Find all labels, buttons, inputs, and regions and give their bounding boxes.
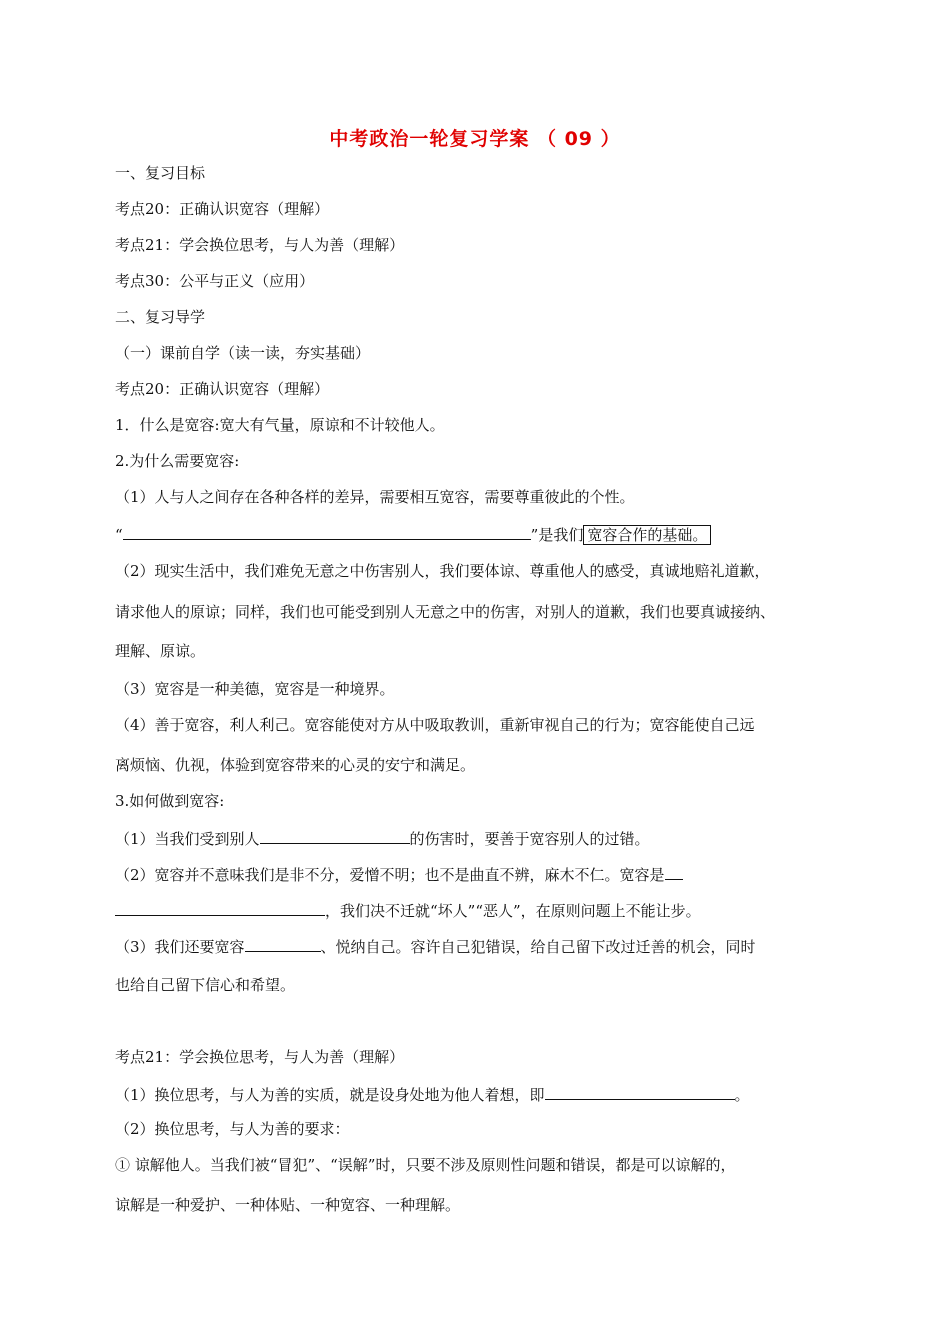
- text-segment: （2）宽容并不意味我们是非不分，爱憎不明；也不是曲直不辨，麻木不仁。宽容是: [115, 866, 665, 884]
- fill-blank[interactable]: [545, 1083, 735, 1100]
- fill-in-line: [115, 899, 701, 921]
- quote-close-text: ”是我们: [530, 526, 584, 544]
- objective-item: 考点30：公平与正义（应用）: [115, 272, 315, 290]
- text-segment: 的伤害时，要善于宽容别人的过错。: [409, 830, 650, 848]
- paragraph: （4）善于宽容，利人利己。宽容能使对方从中吸取教训，重新审视自己的行为；宽容能使自己远: [115, 716, 755, 734]
- section-heading: 一、复习目标: [115, 164, 206, 182]
- quote-open: “: [115, 526, 123, 544]
- fill-in-line: [115, 523, 711, 545]
- paragraph: （2）换位思考，与人为善的要求：: [115, 1120, 350, 1138]
- fill-in-line: [115, 1083, 750, 1105]
- paragraph: 谅解是一种爱护、一种体贴、一种宽容、一种理解。: [115, 1196, 461, 1214]
- text-segment: （1）当我们受到别人: [115, 830, 260, 848]
- topic-heading: 考点20：正确认识宽容（理解）: [115, 380, 330, 398]
- paragraph: 1．什么是宽容:宽大有气量，原谅和不计较他人。: [115, 416, 445, 434]
- topic-heading: 考点21：学会换位思考，与人为善（理解）: [115, 1048, 405, 1066]
- fill-in-line: [115, 827, 650, 849]
- fill-blank[interactable]: [115, 899, 325, 916]
- fill-blank[interactable]: [665, 863, 683, 880]
- paragraph: 3.如何做到宽容:: [115, 792, 225, 810]
- fill-blank[interactable]: [123, 523, 531, 540]
- paragraph: 2.为什么需要宽容:: [115, 452, 240, 470]
- text-segment: 、悦纳自己。容许自己犯错误，给自己留下改过迁善的机会，同时: [320, 938, 756, 956]
- paragraph: 离烦恼、仇视，体验到宽容带来的心灵的安宁和满足。: [115, 756, 476, 774]
- page-title: 中考政治一轮复习学案 （ 09 ）: [329, 128, 621, 150]
- section-heading: 二、复习导学: [115, 308, 206, 326]
- fill-blank[interactable]: [260, 827, 410, 844]
- text-segment: ，我们决不迁就“坏人”“恶人”，在原则问题上不能让步。: [325, 902, 701, 920]
- paragraph: （1）人与人之间存在各种各样的差异，需要相互宽容，需要尊重彼此的个性。: [115, 488, 635, 506]
- objective-item: 考点21：学会换位思考，与人为善（理解）: [115, 236, 405, 254]
- paragraph: 请求他人的原谅；同样，我们也可能受到别人无意之中的伤害，对别人的道歉，我们也要真诚接纳、: [115, 603, 776, 621]
- fill-in-line: [115, 935, 756, 957]
- subsection-heading: （一）课前自学（读一读，夯实基础）: [115, 344, 371, 362]
- fill-blank[interactable]: [245, 935, 321, 952]
- boxed-phrase: 宽容合作的基础。: [583, 525, 711, 545]
- text-segment: （3）我们还要宽容: [115, 938, 245, 956]
- paragraph: （2）现实生活中，我们难免无意之中伤害别人，我们要体谅、尊重他人的感受，真诚地赔礼道歉，: [115, 562, 770, 580]
- fill-in-line: [115, 863, 683, 885]
- text-segment: 。: [734, 1086, 750, 1104]
- paragraph: 理解、原谅。: [115, 642, 206, 660]
- objective-item: 考点20：正确认识宽容（理解）: [115, 200, 330, 218]
- paragraph: （3）宽容是一种美德，宽容是一种境界。: [115, 680, 395, 698]
- paragraph: 也给自己留下信心和希望。: [115, 976, 296, 994]
- paragraph: ① 谅解他人。当我们被“冒犯”、“误解”时，只要不涉及原则性问题和错误，都是可以谅解的，: [115, 1156, 736, 1174]
- text-segment: （1）换位思考，与人为善的实质，就是设身处地为他人着想，即: [115, 1086, 545, 1104]
